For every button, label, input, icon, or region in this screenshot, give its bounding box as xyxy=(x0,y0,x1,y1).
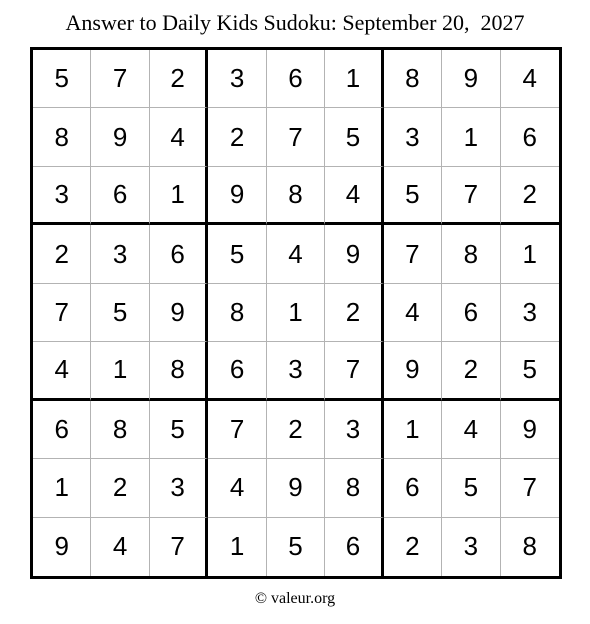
sudoku-cell: 1 xyxy=(91,342,149,400)
sudoku-cell: 4 xyxy=(91,518,149,576)
sudoku-cell: 4 xyxy=(208,459,266,517)
sudoku-cell: 6 xyxy=(91,167,149,225)
sudoku-cell: 6 xyxy=(33,401,91,459)
sudoku-cell: 4 xyxy=(384,284,442,342)
page-title: Answer to Daily Kids Sudoku: September 20, 2027 xyxy=(65,10,525,35)
sudoku-cell: 7 xyxy=(325,342,383,400)
sudoku-cell: 7 xyxy=(442,167,500,225)
sudoku-cell: 7 xyxy=(267,108,325,166)
sudoku-cell: 4 xyxy=(150,108,208,166)
sudoku-cell: 2 xyxy=(208,108,266,166)
sudoku-cell: 7 xyxy=(33,284,91,342)
sudoku-cell: 1 xyxy=(501,225,559,283)
sudoku-cell: 3 xyxy=(91,225,149,283)
sudoku-cell: 7 xyxy=(384,225,442,283)
sudoku-cell: 9 xyxy=(91,108,149,166)
sudoku-cell: 5 xyxy=(91,284,149,342)
sudoku-cell: 3 xyxy=(501,284,559,342)
sudoku-cell: 6 xyxy=(325,518,383,576)
sudoku-cell: 2 xyxy=(501,167,559,225)
sudoku-cell: 9 xyxy=(442,50,500,108)
sudoku-cell: 8 xyxy=(442,225,500,283)
sudoku-cell: 8 xyxy=(522,531,537,562)
sudoku-cell: 1 xyxy=(208,518,266,576)
sudoku-cell: 5 xyxy=(267,518,325,576)
sudoku-cell: 1 xyxy=(33,459,91,517)
sudoku-cell: 1 xyxy=(384,401,442,459)
sudoku-cell: 5 xyxy=(150,401,208,459)
sudoku-cell: 4 xyxy=(33,342,91,400)
sudoku-cell: 7 xyxy=(91,50,149,108)
sudoku-cell: 8 xyxy=(91,401,149,459)
sudoku-cell: 3 xyxy=(150,459,208,517)
sudoku-cell: 2 xyxy=(91,459,149,517)
sudoku-cell: 9 xyxy=(501,401,559,459)
sudoku-cell: 8 xyxy=(384,50,442,108)
sudoku-cell: 5 xyxy=(208,225,266,283)
sudoku-cell: 8 xyxy=(325,459,383,517)
sudoku-cell: 9 xyxy=(325,225,383,283)
sudoku-cell: 1 xyxy=(325,50,383,108)
sudoku-cell: 9 xyxy=(384,342,442,400)
sudoku-cell: 7 xyxy=(150,518,208,576)
sudoku-cell: 8 xyxy=(150,342,208,400)
sudoku-cell: 2 xyxy=(325,284,383,342)
sudoku-cell: 3 xyxy=(267,342,325,400)
sudoku-cell: 2 xyxy=(33,225,91,283)
sudoku-cell: 4 xyxy=(267,225,325,283)
sudoku-cell: 5 xyxy=(33,50,91,108)
sudoku-cell: 3 xyxy=(325,401,383,459)
sudoku-cell: 4 xyxy=(325,167,383,225)
sudoku-cell: 3 xyxy=(442,518,500,576)
sudoku-cell: 2 xyxy=(267,401,325,459)
sudoku-cell: 6 xyxy=(267,50,325,108)
sudoku-cell: 1 xyxy=(150,167,208,225)
sudoku-cell: 1 xyxy=(267,284,325,342)
sudoku-cell: 6 xyxy=(384,459,442,517)
sudoku-cell: 6 xyxy=(442,284,500,342)
sudoku-cell: 3 xyxy=(33,167,91,225)
sudoku-cell: 8 xyxy=(33,108,91,166)
copyright-footer: © valeur.org xyxy=(254,590,336,607)
sudoku-cell: 4 xyxy=(442,401,500,459)
sudoku-cell: 4 xyxy=(501,50,559,108)
sudoku-cell: 5 xyxy=(442,459,500,517)
sudoku-cell: 3 xyxy=(208,50,266,108)
sudoku-cell: 7 xyxy=(501,459,559,517)
sudoku-cell: 9 xyxy=(208,167,266,225)
sudoku-cell: 2 xyxy=(442,342,500,400)
sudoku-cell: 7 xyxy=(208,401,266,459)
sudoku-cell: 2 xyxy=(150,50,208,108)
sudoku-cell: 5 xyxy=(501,342,559,400)
sudoku-cell: 2 xyxy=(384,518,442,576)
sudoku-cell: 8 xyxy=(208,284,266,342)
sudoku-cell: 6 xyxy=(501,108,559,166)
sudoku-cell: 5 xyxy=(384,167,442,225)
sudoku-cell: 1 xyxy=(442,108,500,166)
sudoku-cell: 5 xyxy=(325,108,383,166)
sudoku-cell: 9 xyxy=(150,284,208,342)
sudoku-cell: 3 xyxy=(384,108,442,166)
sudoku-cell: 9 xyxy=(267,459,325,517)
sudoku-cell: 6 xyxy=(150,225,208,283)
sudoku-cell: 8 xyxy=(267,167,325,225)
sudoku-cell: 6 xyxy=(208,342,266,400)
sudoku-cell: 9 xyxy=(33,518,91,576)
sudoku-grid xyxy=(30,47,562,579)
